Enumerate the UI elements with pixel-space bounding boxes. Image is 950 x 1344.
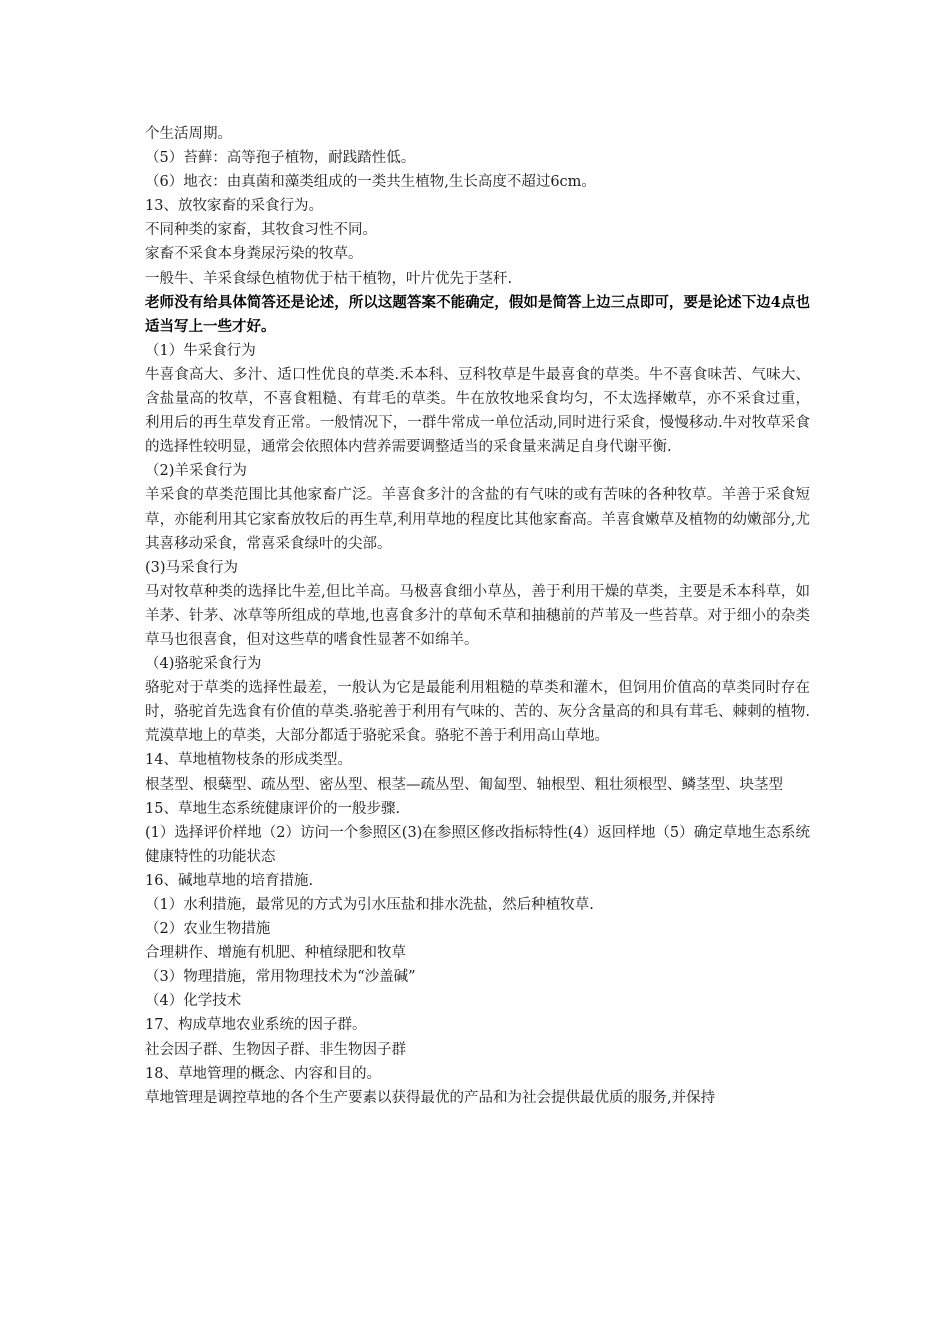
subheading: （2）农业生物措施: [145, 921, 271, 938]
section-heading: 18、草地管理的概念、内容和目的。: [145, 1065, 381, 1082]
section-heading: 16、碱地草地的培育措施.: [145, 872, 314, 889]
paragraph: 草地管理是调控草地的各个生产要素以获得最优的产品和为社会提供最优质的服务,并保持: [145, 1089, 716, 1106]
subheading: (3)马采食行为: [145, 559, 239, 576]
section-heading: 17、构成草地农业系统的因子群。: [145, 1017, 367, 1034]
text-line: （1）水利措施，最常见的方式为引水压盐和排水洗盐，然后种植牧草.: [145, 897, 594, 913]
subheading: （4)骆驼采食行为: [145, 656, 262, 673]
text-line: （3）物理措施，常用物理技术为“沙盖碱”: [145, 969, 416, 986]
subheading: （1）牛采食行为: [145, 342, 256, 359]
text-line: 家畜不采食本身粪尿污染的牧草。: [145, 246, 363, 263]
text-line: （6）地衣：由真菌和藻类组成的一类共生植物,生长高度不超过6cm。: [145, 174, 596, 191]
paragraph: 牛喜食高大、多汁、适口性优良的草类.禾本科、豆科牧草是牛最喜食的草类。牛不喜食味苦、气味大、含盐量高的牧草，不喜食粗糙、有茸毛的草类。牛在放牧地采食均匀，不太选择嫩草，亦不采食过重，利用后的再生草发育正常。一般情况下，一群牛常成一单位活动,同时进行采食，慢慢移动.牛对牧草采食的选择性较明显，通常会依照体内营养需要调整适当的采食量来满足自身代谢平衡.: [145, 366, 810, 456]
text-line: 个生活周期。: [145, 126, 232, 142]
subheading: （2)羊采食行为: [145, 463, 247, 480]
text-line: 一般牛、羊采食绿色植物优于枯干植物，叶片优先于茎秆.: [145, 270, 513, 287]
subheading: （4）化学技术: [145, 993, 242, 1010]
text-line: 社会因子群、生物因子群、非生物因子群: [145, 1041, 406, 1058]
paragraph: 根茎型、根蘖型、疏丛型、密丛型、根茎—疏丛型、匍匐型、轴根型、粗壮须根型、鳞茎型、块茎型: [145, 776, 783, 793]
section-heading: 14、草地植物枝条的形成类型。: [145, 752, 352, 769]
paragraph: 羊采食的草类范围比其他家畜广泛。羊喜食多汁的含盐的有气味的或有苦味的各种牧草。羊善于采食短草，亦能利用其它家畜放牧后的再生草,利用草地的程度比其他家畜高。羊喜食嫩草及植物的幼嫩部分,尤其喜移动采食，常喜采食绿叶的尖部。: [145, 487, 810, 552]
paragraph: (1）选择评价样地（2）访问一个参照区(3)在参照区修改指标特性(4）返回样地（5）确定草地生态系统健康特性的功能状态: [145, 824, 810, 865]
text-line: 不同种类的家畜，其牧食习性不同。: [145, 222, 377, 239]
bold-note: 老师没有给具体简答还是论述，所以这题答案不能确定，假如是简答上边三点即可，要是论述下边4点也适当写上一些才好。: [145, 293, 810, 335]
paragraph: 马对牧草种类的选择比牛差,但比羊高。马极喜食细小草丛，善于利用干燥的草类，主要是禾本科草，如羊茅、针茅、冰草等所组成的草地,也喜食多汁的草甸禾草和抽穗前的芦苇及一些苔草。对于细小的杂类草马也很喜食，但对这些草的嗜食性显著不如绵羊。: [145, 583, 810, 648]
document-page: [145, 122, 810, 1110]
section-heading: 13、放牧家畜的采食行为。: [145, 198, 323, 215]
text-line: （5）苔藓：高等孢子植物，耐践踏性低。: [145, 150, 416, 167]
section-heading: 15、草地生态系统健康评价的一般步骤.: [145, 800, 401, 817]
paragraph: 骆驼对于草类的选择性最差，一般认为它是最能利用粗糙的草类和灌木，但饲用价值高的草类同时存在时，骆驼首先选食有价值的草类.骆驼善于利用有气味的、苦的、灰分含量高的和具有茸毛、棘刺的植物.荒漠草地上的草类，大部分都适于骆驼采食。骆驼不善于利用高山草地。: [145, 680, 810, 745]
text-line: 合理耕作、增施有机肥、种植绿肥和牧草: [145, 945, 406, 962]
